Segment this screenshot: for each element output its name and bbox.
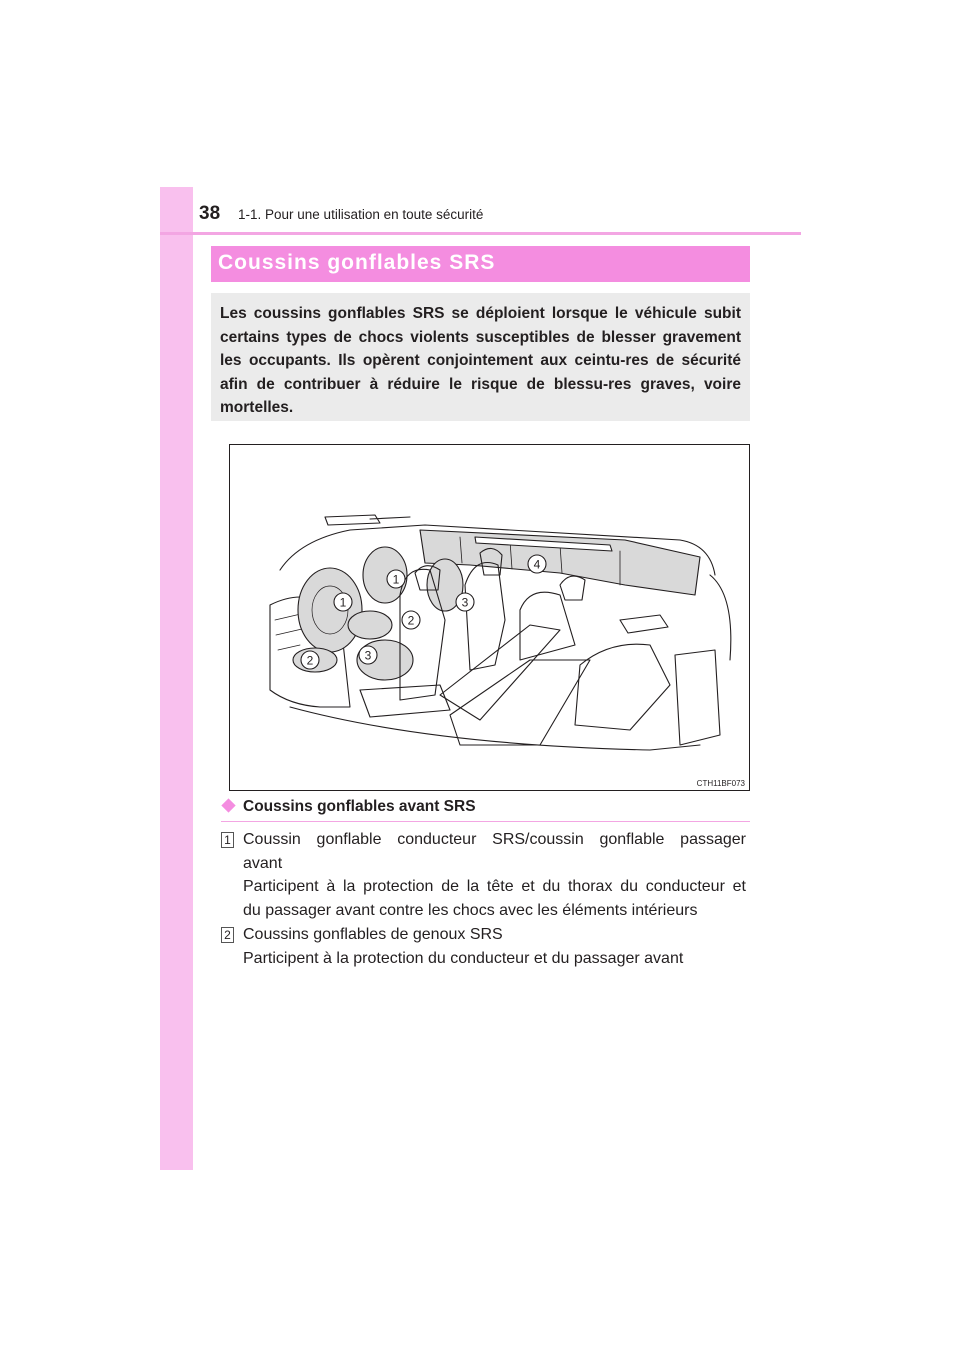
section-title: Coussins gonflables avant SRS (243, 798, 476, 815)
diamond-bullet-icon (221, 798, 235, 812)
side-thumb-band (160, 187, 193, 1170)
callout-2-driver (301, 651, 319, 669)
center-console (440, 625, 560, 720)
vehicle-interior-drawing (230, 445, 750, 791)
svg-text:1: 1 (339, 595, 347, 610)
rearview-mirror (325, 515, 380, 525)
driver-airbag (298, 568, 362, 652)
svg-text:1: 1 (392, 572, 400, 587)
item-1-line: du passager avant contre les chocs avec les éléments intérieurs (243, 901, 698, 919)
item-number-2: 2 (221, 927, 234, 943)
second-row-headrest (560, 576, 585, 600)
callout-1-passenger (387, 570, 405, 588)
callout-2-passenger (402, 611, 420, 629)
item-1-line: Participent à la protection de la tête et du thorax du conducteur et (243, 878, 746, 895)
airbag-illustration (229, 444, 750, 791)
passenger-knee-airbag (348, 611, 392, 639)
svg-text:3: 3 (364, 648, 372, 663)
item-1-line: Coussin gonflable conducteur SRS/coussin gonflable passager (243, 831, 746, 848)
item-number-1: 1 (221, 832, 234, 848)
third-row-seat (575, 644, 670, 730)
rear-cupholder (620, 615, 668, 633)
svg-text:2: 2 (407, 613, 415, 628)
rear-quarter (710, 575, 731, 660)
callout-4-curtain (528, 555, 546, 573)
svg-text:4: 4 (533, 557, 541, 572)
callout-1-driver (334, 593, 352, 611)
item-2-text (243, 923, 746, 970)
svg-text:2: 2 (306, 653, 314, 668)
driver-seat-cushion (360, 685, 450, 717)
intro-text: Les coussins gonflables SRS se déploient lorsque le véhicule subit certains types de chocs violents susceptibles de blesser gravement les occupants. Ils opèrent conjointement aux ceintu-res de sécurité afin de contribuer à réduire le risque de blessu-res graves, voire mortelles. (220, 305, 741, 416)
header-rule (160, 232, 801, 235)
page-number: 38 (199, 203, 221, 224)
item-2-line: Coussins gonflables de genoux SRS (243, 926, 503, 943)
callout-3-driver (359, 646, 377, 664)
figure-code: CTH11BF073 (696, 779, 745, 788)
intro-box (211, 293, 750, 421)
section-heading (221, 798, 750, 822)
svg-text:3: 3 (461, 595, 469, 610)
passenger-seat-back (465, 563, 505, 671)
item-1-line: avant (243, 854, 283, 872)
item-2-line: Participent à la protection du conducteur et du passager avant (243, 949, 684, 967)
chapter-title: 1-1. Pour une utilisation en toute sécurité (238, 207, 484, 222)
callout-3-passenger (456, 593, 474, 611)
section-title-bar (211, 246, 750, 282)
page-title: Coussins gonflables SRS (218, 251, 496, 274)
item-1-text (243, 828, 746, 922)
floor-line (290, 707, 700, 750)
cargo-side-panel (675, 650, 720, 745)
second-row-cushion (450, 660, 590, 745)
